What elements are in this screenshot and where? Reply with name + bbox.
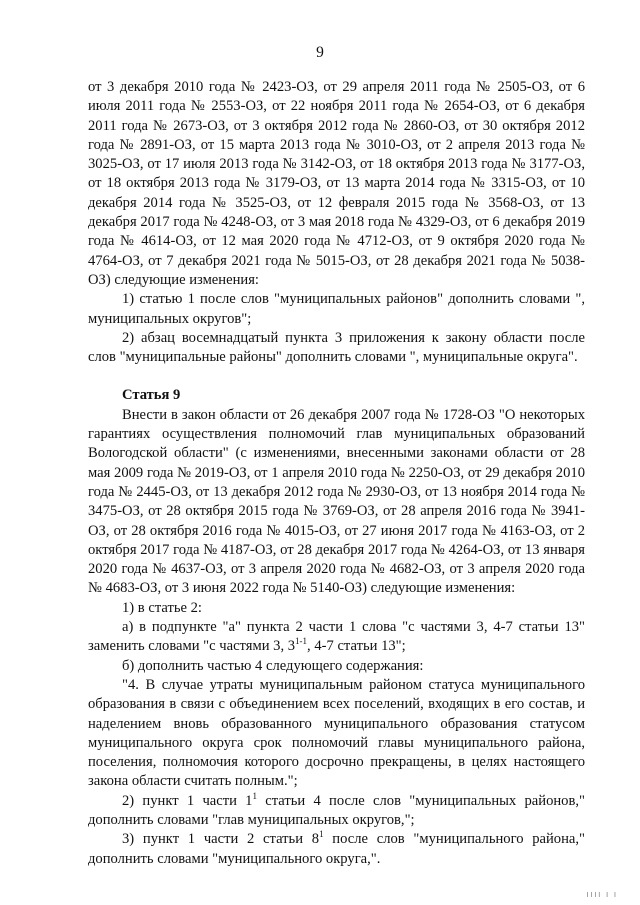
page-number: 9 bbox=[316, 44, 324, 61]
paragraph-quoted-part-4: "4. В случае утраты муниципальным районом статуса муниципального образования в связи с объединением всех поселений, входящих в его состав, и наделением вновь образованного муниципального образования статусом муниципального округа срок полномочий главы муниципального района, поселения, полномочия которого досрочно прекращены, в целях настоящего закона области считать полным."; bbox=[88, 676, 585, 790]
paragraph-subitem-b: б) дополнить частью 4 следующего содержания: bbox=[122, 657, 424, 674]
paragraph-item-2: 2) абзац восемнадцатый пункта 3 приложения к закону области после слов "муниципальные районы" дополнить словами ", муниципальные округа". bbox=[88, 329, 585, 366]
scan-footer-mark: ІІІІ І І bbox=[586, 892, 618, 899]
item-2-text: 2) пункт 1 части 1 bbox=[122, 792, 253, 809]
item-3-text-end: после слов "муниципального района," дополнить словами "муниципального округа,". bbox=[88, 831, 586, 867]
superscript: 1 bbox=[252, 790, 257, 801]
item-3-text: 3) пункт 1 части 2 статьи 8 bbox=[122, 831, 320, 848]
item-2-text-end: статьи 4 после слов "муниципальных районов," дополнить словами "глав муниципальных округов,"; bbox=[88, 792, 585, 828]
paragraph-amendment-dates: от 3 декабря 2010 года № 2423-ОЗ, от 29 апреля 2011 года № 2505-ОЗ, от 6 июля 2011 года № 2553-ОЗ, от 22 ноября 2011 года № 2654-ОЗ, от 6 декабря 2011 года № 2673-ОЗ, от 3 октября 2012 года № 2860-ОЗ, от 30 октября 2012 года № 2891-ОЗ, от 15 марта 2013 года № 3010-ОЗ, от 2 апреля 2013 года № 3025-ОЗ, от 17 июля 2013 года № 3142-ОЗ, от 18 октября 2013 года № 3177-ОЗ, от 18 октября 2013 года № 3179-ОЗ, от 13 марта 2014 года № 3315-ОЗ, от 10 декабря 2014 года № 3525-ОЗ, от 12 февраля 2015 года № 3568-ОЗ, от 13 декабря 2017 года № 4248-ОЗ, от 3 мая 2018 года № 4329-ОЗ, от 6 декабря 2019 года № 4614-ОЗ, от 12 мая 2020 года № 4712-ОЗ, от 9 октября 2020 года № 4764-ОЗ, от 7 декабря 2021 года № 5015-ОЗ, от 28 декабря 2021 года № 5038-ОЗ) следующие изменения: bbox=[88, 79, 585, 288]
paragraph-item-1: 1) статью 1 после слов "муниципальных районов" дополнить словами ", муниципальных округов"; bbox=[88, 291, 585, 327]
paragraph-article-intro: Внести в закон области от 26 декабря 2007 года № 1728-ОЗ "О некоторых гарантиях осуществления полномочий глав муниципальных образований Вологодской области" (с изменениями, внесенными законами области от 28 мая 2009 года № 2019-ОЗ, от 1 апреля 2010 года № 2250-ОЗ, от 29 декабря 2010 года № 2445-ОЗ, от 13 декабря 2012 года № 2930-ОЗ, от 13 ноября 2014 года № 3475-ОЗ, от 28 октября 2015 года № 3769-ОЗ, от 28 апреля 2016 года № 3941-ОЗ, от 28 октября 2016 года № 4015-ОЗ, от 27 июня 2017 года № 4163-ОЗ, от 2 октября 2017 года № 4187-ОЗ, от 28 декабря 2017 года № 4264-ОЗ, от 13 января 2020 года № 4637-ОЗ, от 3 апреля 2020 года № 4682-ОЗ, от 3 апреля 2020 года № 4683-ОЗ, от 3 июня 2022 года № 5140-ОЗ) следующие изменения: bbox=[88, 406, 585, 597]
subitem-a-text-end: , 4-7 статьи 13"; bbox=[307, 638, 406, 655]
document-body bbox=[88, 78, 585, 869]
paragraph-item-article-2: 1) в статье 2: bbox=[122, 599, 202, 616]
superscript: 1 bbox=[319, 829, 324, 840]
subitem-a-text: а) в подпункте "а" пункта 2 части 1 слова "с частями 3, 4-7 статьи 13" заменить словами "с частями 3, 3 bbox=[88, 619, 585, 655]
paragraph-item-2-article-4 bbox=[88, 792, 585, 831]
article-heading: Статья 9 bbox=[122, 387, 181, 404]
superscript: 1-1 bbox=[295, 636, 308, 647]
paragraph-subitem-a bbox=[88, 618, 585, 657]
paragraph-item-3-article-8 bbox=[88, 830, 585, 869]
